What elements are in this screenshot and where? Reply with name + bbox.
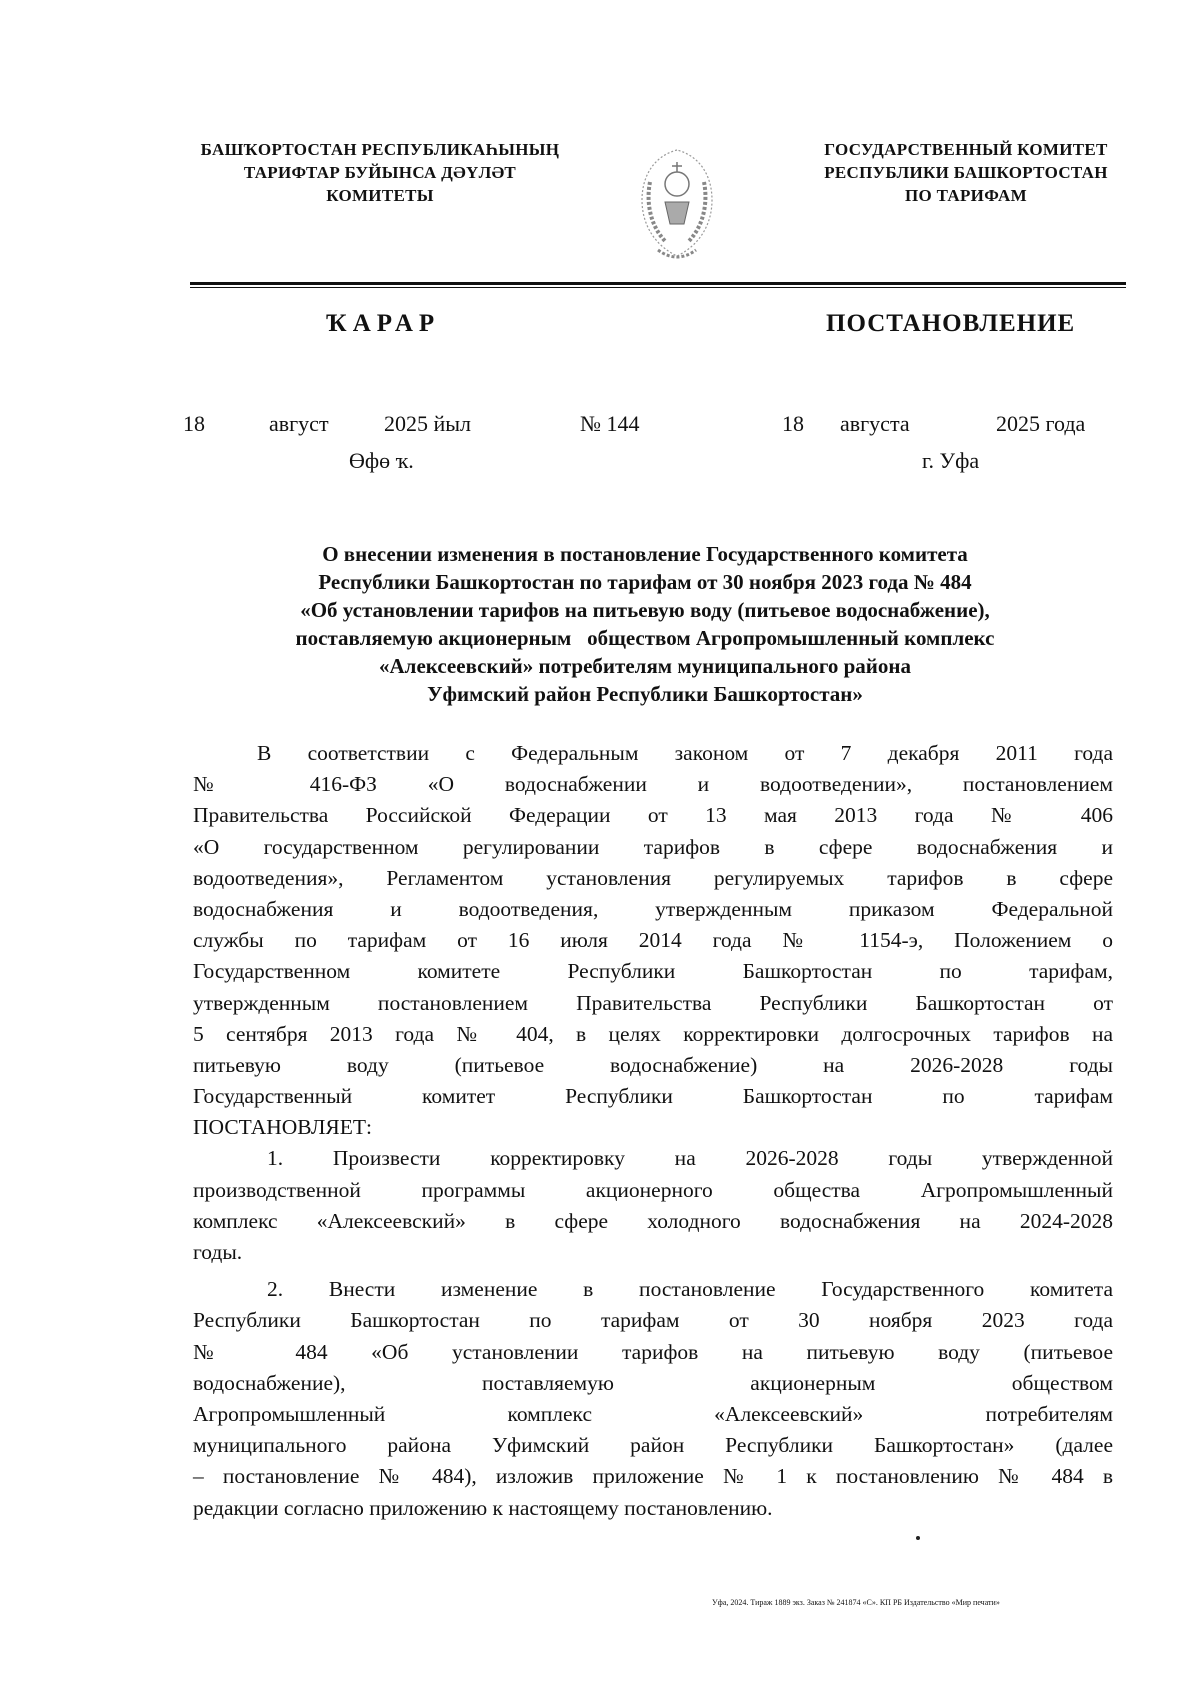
body-text xyxy=(193,738,1113,1524)
date-ba-day: 18 xyxy=(183,411,205,436)
body-line: питьевую воду (питьевое водоснабжение) на 2026-2028 годы xyxy=(193,1052,1113,1077)
title-line: «Об установлении тарифов на питьевую воду (питьевое водоснабжение), xyxy=(300,598,990,622)
header-left-line-3: КОМИТЕТЫ xyxy=(326,186,434,205)
document-title xyxy=(170,540,1120,708)
date-ba-year: 2025 йыл xyxy=(384,411,472,436)
title-line: Уфимский район Республики Башкортостан» xyxy=(427,682,863,706)
item-1-line: производственной программы акционерного общества Агропромышленный xyxy=(193,1177,1113,1202)
item-2-line: – постановление № 484), изложив приложение № 1 к постановлению № 484 в xyxy=(193,1464,1113,1489)
date-ba-month: август xyxy=(269,411,329,436)
title-line: «Алексеевский» потребителям муниципального района xyxy=(379,654,911,678)
header-right-ru xyxy=(786,138,1146,207)
body-line: службы по тарифам от 16 июля 2014 года № 1154-э, Положением о xyxy=(193,928,1113,953)
body-line: ПОСТАНОВЛЯЕТ: xyxy=(193,1115,372,1140)
doc-kind-ba: ҠАРАР xyxy=(326,310,441,337)
item-2-line: водоснабжение), поставляемую акционерным обществом xyxy=(193,1370,1113,1395)
city-ba: Өфө ҡ. xyxy=(349,448,414,473)
print-info-footer: Уфа, 2024. Тираж 1889 экз. Заказ № 241874 «С». КП РБ Издательство «Мир печати» xyxy=(712,1598,1000,1607)
body-line: Государственном комитете Республики Башкортостан по тарифам, xyxy=(193,959,1113,984)
date-ru-year: 2025 года xyxy=(996,411,1086,436)
header-right-line-3: ПО ТАРИФАМ xyxy=(905,186,1027,205)
item-1-line: 1. Произвести корректировку на 2026-2028 годы утвержденной xyxy=(267,1146,1113,1171)
item-2-line: № 484 «Об установлении тарифов на питьевую воду (питьевое xyxy=(193,1339,1113,1364)
body-line: В соответствии с Федеральным законом от 7 декабря 2011 года xyxy=(257,741,1113,765)
doc-kind-ru: ПОСТАНОВЛЕНИЕ xyxy=(826,310,1076,337)
item-1-line: годы. xyxy=(193,1240,243,1264)
header-left-line-2: ТАРИФТАР БУЙЫНСА ДӘҮЛӘТ xyxy=(243,163,517,182)
header-left-ba xyxy=(160,138,600,207)
title-line: поставляемую акционерным обществом Агропромышленный комплекс xyxy=(295,626,995,650)
item-2-line: муниципального района Уфимский район Республики Башкортостан» (далее xyxy=(193,1433,1113,1458)
item-1-line: комплекс «Алексеевский» в сфере холодного водоснабжения на 2024-2028 xyxy=(193,1208,1113,1233)
header-rule-thin xyxy=(190,287,1126,288)
body-line: 5 сентября 2013 года № 404, в целях корректировки долгосрочных тарифов на xyxy=(193,1021,1113,1046)
item-2-line: Агропромышленный комплекс «Алексеевский» потребителям xyxy=(193,1401,1113,1426)
body-line: утвержденным постановлением Правительства Республики Башкортостан от xyxy=(193,990,1113,1015)
header-right-line-1: ГОСУДАРСТВЕННЫЙ КОМИТЕТ xyxy=(824,140,1108,159)
body-line: водоотведения», Регламентом установления регулируемых тарифов в сфере xyxy=(193,865,1113,890)
city-ru: г. Уфа xyxy=(922,448,980,473)
body-line: «О государственном регулировании тарифов в сфере водоснабжения и xyxy=(193,834,1113,859)
item-2-line: 2. Внести изменение в постановление Государственного комитета xyxy=(267,1277,1113,1302)
title-line: О внесении изменения в постановление Государственного комитета xyxy=(322,542,968,566)
header-rule-thick xyxy=(190,282,1126,285)
header-right-line-2: РЕСПУБЛИКИ БАШКОРТОСТАН xyxy=(824,163,1108,182)
date-ru-day: 18 xyxy=(782,411,804,436)
header-left-line-1: БАШҠОРТОСТАН РЕСПУБЛИКАҺЫНЫҢ xyxy=(200,140,560,159)
date-ru-month: августа xyxy=(840,411,910,436)
stray-mark xyxy=(916,1536,920,1540)
body-line: Правительства Российской Федерации от 13 мая 2013 года № 406 xyxy=(193,803,1113,828)
body-line: водоснабжения и водоотведения, утвержденным приказом Федеральной xyxy=(193,896,1113,921)
item-2-line: Республики Башкортостан по тарифам от 30 ноября 2023 года xyxy=(193,1308,1113,1333)
coat-of-arms-emblem-icon xyxy=(632,142,722,270)
body-line: Государственный комитет Республики Башкортостан по тарифам xyxy=(193,1084,1113,1109)
body-line: № 416-ФЗ «О водоснабжении и водоотведении», постановлением xyxy=(193,772,1113,797)
doc-number: № 144 xyxy=(580,411,640,436)
title-line: Республики Башкортостан по тарифам от 30 ноября 2023 года № 484 xyxy=(318,570,972,594)
item-2-line: редакции согласно приложению к настоящему постановлению. xyxy=(193,1495,773,1520)
